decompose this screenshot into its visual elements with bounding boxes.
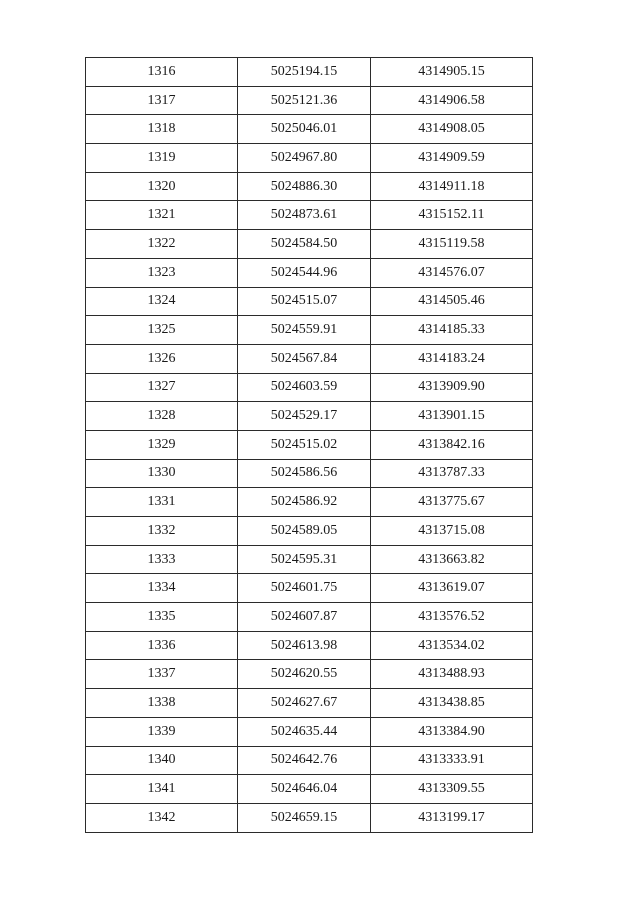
y-coordinate-cell: 4313787.33 bbox=[371, 459, 533, 488]
table-row bbox=[86, 631, 533, 660]
point-id-cell: 1323 bbox=[86, 258, 238, 287]
y-coordinate-cell: 4315152.11 bbox=[371, 201, 533, 230]
point-id-cell: 1320 bbox=[86, 172, 238, 201]
table-row bbox=[86, 258, 533, 287]
x-coordinate-cell: 5024603.59 bbox=[238, 373, 371, 402]
table-row bbox=[86, 574, 533, 603]
y-coordinate-cell: 4315119.58 bbox=[371, 230, 533, 259]
table-row bbox=[86, 373, 533, 402]
table-row bbox=[86, 201, 533, 230]
y-coordinate-cell: 4314185.33 bbox=[371, 316, 533, 345]
y-coordinate-cell: 4313715.08 bbox=[371, 517, 533, 546]
coordinate-table-body bbox=[86, 58, 533, 833]
point-id-cell: 1338 bbox=[86, 689, 238, 718]
x-coordinate-cell: 5024589.05 bbox=[238, 517, 371, 546]
table-row bbox=[86, 402, 533, 431]
point-id-cell: 1327 bbox=[86, 373, 238, 402]
y-coordinate-cell: 4313199.17 bbox=[371, 803, 533, 832]
point-id-cell: 1319 bbox=[86, 144, 238, 173]
x-coordinate-cell: 5024595.31 bbox=[238, 545, 371, 574]
table-row bbox=[86, 316, 533, 345]
table-row bbox=[86, 803, 533, 832]
point-id-cell: 1337 bbox=[86, 660, 238, 689]
y-coordinate-cell: 4314906.58 bbox=[371, 86, 533, 115]
y-coordinate-cell: 4313384.90 bbox=[371, 717, 533, 746]
point-id-cell: 1333 bbox=[86, 545, 238, 574]
x-coordinate-cell: 5024515.07 bbox=[238, 287, 371, 316]
y-coordinate-cell: 4313576.52 bbox=[371, 603, 533, 632]
x-coordinate-cell: 5024635.44 bbox=[238, 717, 371, 746]
coordinate-table bbox=[85, 57, 533, 833]
point-id-cell: 1318 bbox=[86, 115, 238, 144]
table-row bbox=[86, 230, 533, 259]
x-coordinate-cell: 5024586.56 bbox=[238, 459, 371, 488]
point-id-cell: 1322 bbox=[86, 230, 238, 259]
table-row bbox=[86, 144, 533, 173]
y-coordinate-cell: 4314183.24 bbox=[371, 344, 533, 373]
x-coordinate-cell: 5025046.01 bbox=[238, 115, 371, 144]
y-coordinate-cell: 4314576.07 bbox=[371, 258, 533, 287]
y-coordinate-cell: 4313663.82 bbox=[371, 545, 533, 574]
point-id-cell: 1339 bbox=[86, 717, 238, 746]
point-id-cell: 1316 bbox=[86, 58, 238, 87]
table-row bbox=[86, 430, 533, 459]
y-coordinate-cell: 4313333.91 bbox=[371, 746, 533, 775]
x-coordinate-cell: 5024586.92 bbox=[238, 488, 371, 517]
point-id-cell: 1325 bbox=[86, 316, 238, 345]
x-coordinate-cell: 5024627.67 bbox=[238, 689, 371, 718]
table-row bbox=[86, 746, 533, 775]
table-row bbox=[86, 459, 533, 488]
point-id-cell: 1317 bbox=[86, 86, 238, 115]
y-coordinate-cell: 4313309.55 bbox=[371, 775, 533, 804]
x-coordinate-cell: 5024529.17 bbox=[238, 402, 371, 431]
x-coordinate-cell: 5024659.15 bbox=[238, 803, 371, 832]
x-coordinate-cell: 5024620.55 bbox=[238, 660, 371, 689]
x-coordinate-cell: 5024967.80 bbox=[238, 144, 371, 173]
x-coordinate-cell: 5024646.04 bbox=[238, 775, 371, 804]
table-row bbox=[86, 660, 533, 689]
y-coordinate-cell: 4314909.59 bbox=[371, 144, 533, 173]
point-id-cell: 1342 bbox=[86, 803, 238, 832]
y-coordinate-cell: 4313488.93 bbox=[371, 660, 533, 689]
x-coordinate-cell: 5024567.84 bbox=[238, 344, 371, 373]
x-coordinate-cell: 5024642.76 bbox=[238, 746, 371, 775]
point-id-cell: 1321 bbox=[86, 201, 238, 230]
table-row bbox=[86, 775, 533, 804]
table-row bbox=[86, 545, 533, 574]
x-coordinate-cell: 5024873.61 bbox=[238, 201, 371, 230]
x-coordinate-cell: 5024886.30 bbox=[238, 172, 371, 201]
y-coordinate-cell: 4313438.85 bbox=[371, 689, 533, 718]
x-coordinate-cell: 5024584.50 bbox=[238, 230, 371, 259]
y-coordinate-cell: 4313901.15 bbox=[371, 402, 533, 431]
y-coordinate-cell: 4314505.46 bbox=[371, 287, 533, 316]
y-coordinate-cell: 4314908.05 bbox=[371, 115, 533, 144]
table-row bbox=[86, 603, 533, 632]
table-row bbox=[86, 86, 533, 115]
x-coordinate-cell: 5024544.96 bbox=[238, 258, 371, 287]
point-id-cell: 1340 bbox=[86, 746, 238, 775]
point-id-cell: 1330 bbox=[86, 459, 238, 488]
table-row bbox=[86, 717, 533, 746]
table-row bbox=[86, 172, 533, 201]
x-coordinate-cell: 5024607.87 bbox=[238, 603, 371, 632]
point-id-cell: 1341 bbox=[86, 775, 238, 804]
table-row bbox=[86, 287, 533, 316]
point-id-cell: 1326 bbox=[86, 344, 238, 373]
table-row bbox=[86, 517, 533, 546]
x-coordinate-cell: 5024601.75 bbox=[238, 574, 371, 603]
x-coordinate-cell: 5024613.98 bbox=[238, 631, 371, 660]
y-coordinate-cell: 4313775.67 bbox=[371, 488, 533, 517]
y-coordinate-cell: 4313534.02 bbox=[371, 631, 533, 660]
table-row bbox=[86, 58, 533, 87]
table-row bbox=[86, 689, 533, 718]
point-id-cell: 1336 bbox=[86, 631, 238, 660]
point-id-cell: 1328 bbox=[86, 402, 238, 431]
x-coordinate-cell: 5024559.91 bbox=[238, 316, 371, 345]
y-coordinate-cell: 4313619.07 bbox=[371, 574, 533, 603]
table-row bbox=[86, 488, 533, 517]
x-coordinate-cell: 5024515.02 bbox=[238, 430, 371, 459]
y-coordinate-cell: 4313909.90 bbox=[371, 373, 533, 402]
y-coordinate-cell: 4314905.15 bbox=[371, 58, 533, 87]
y-coordinate-cell: 4314911.18 bbox=[371, 172, 533, 201]
y-coordinate-cell: 4313842.16 bbox=[371, 430, 533, 459]
point-id-cell: 1334 bbox=[86, 574, 238, 603]
point-id-cell: 1335 bbox=[86, 603, 238, 632]
point-id-cell: 1332 bbox=[86, 517, 238, 546]
point-id-cell: 1331 bbox=[86, 488, 238, 517]
point-id-cell: 1329 bbox=[86, 430, 238, 459]
x-coordinate-cell: 5025194.15 bbox=[238, 58, 371, 87]
point-id-cell: 1324 bbox=[86, 287, 238, 316]
table-row bbox=[86, 344, 533, 373]
x-coordinate-cell: 5025121.36 bbox=[238, 86, 371, 115]
table-row bbox=[86, 115, 533, 144]
